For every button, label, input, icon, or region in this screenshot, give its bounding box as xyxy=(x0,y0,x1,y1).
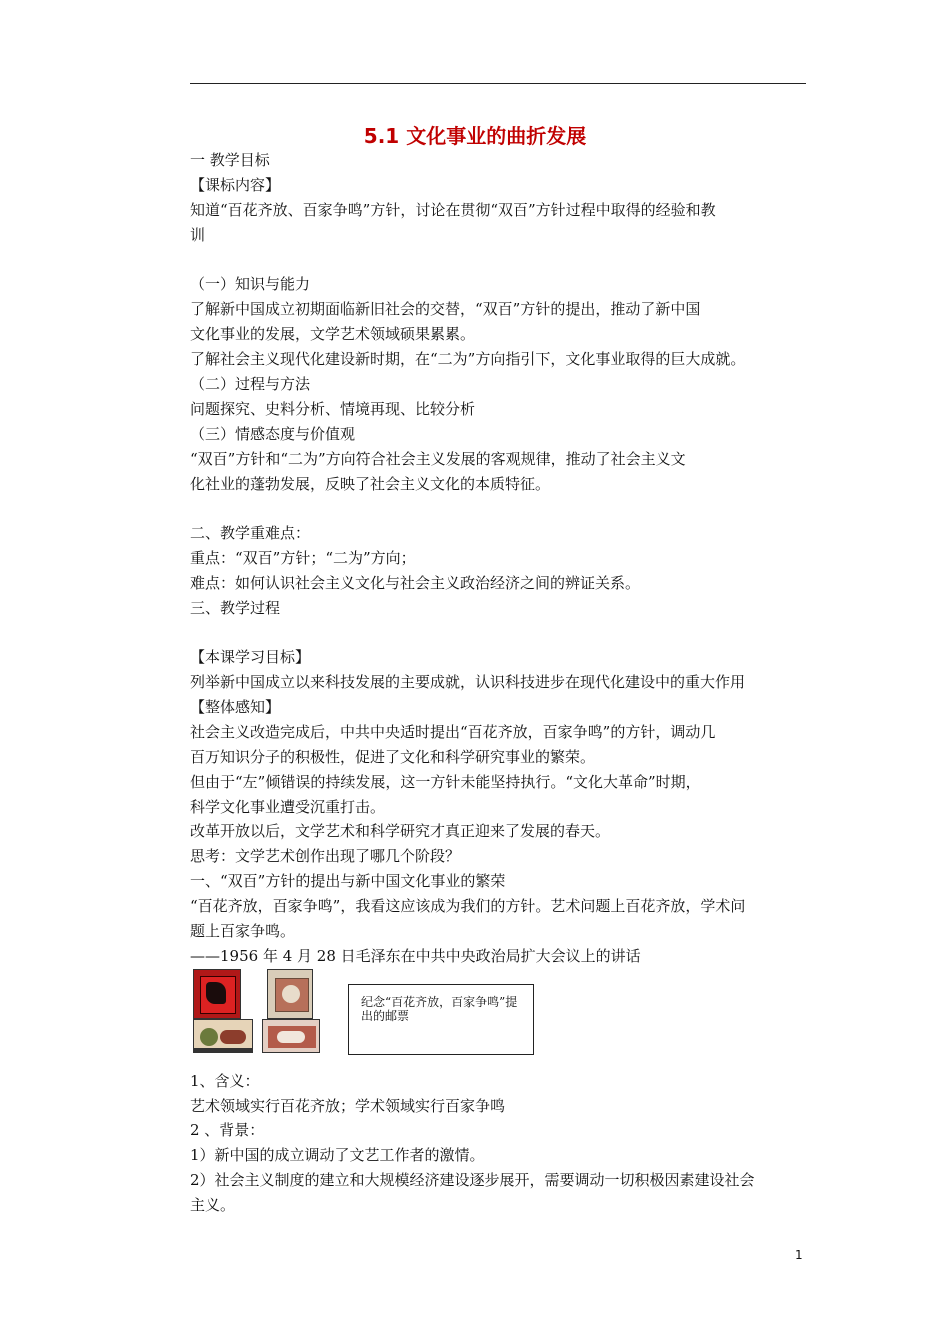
paragraph-line: 科学文化事业遭受沉重打击。 xyxy=(190,798,386,816)
stamp-caption: 纪念“百花齐放，百家争鸣”提出的邮票 xyxy=(361,995,518,1023)
paragraph-line: 问题探究、史料分析、情境再现、比较分析 xyxy=(190,400,476,418)
paragraph-line: “双百”方针和“二为”方向符合社会主义发展的客观规律，推动了社会主义文 xyxy=(190,450,686,468)
subheading: 【整体感知】 xyxy=(190,698,281,716)
subheading: （二）过程与方法 xyxy=(190,375,311,393)
paragraph-line: 重点：“双百”方针；“二为”方向； xyxy=(190,549,416,567)
section-heading: 三、教学过程 xyxy=(190,599,281,617)
section-heading: 一 教学目标 xyxy=(190,151,270,169)
page-number: 1 xyxy=(795,1248,803,1262)
paragraph-line: 百万知识分子的积极性，促进了文化和科学研究事业的繁荣。 xyxy=(190,748,596,766)
subheading: （一）知识与能力 xyxy=(190,275,311,293)
paragraph-line: 化社业的蓬勃发展，反映了社会主义文化的本质特征。 xyxy=(190,475,551,493)
section-heading: 二、教学重难点： xyxy=(190,524,311,542)
header-rule xyxy=(190,83,806,84)
paragraph-line: 思考：文学艺术创作出现了哪几个阶段？ xyxy=(190,847,461,865)
paragraph-line: 了解新中国成立初期面临新旧社会的交替，“双百”方针的提出，推动了新中国 xyxy=(190,300,701,318)
subheading: （三）情感态度与价值观 xyxy=(190,425,356,443)
subheading: 1、含义： xyxy=(190,1072,260,1090)
page-title: 5.1 文化事业的曲折发展 xyxy=(363,124,587,148)
subheading: 【课标内容】 xyxy=(190,176,281,194)
stamp-caption-box xyxy=(348,984,534,1055)
paragraph-line: 改革开放以后，文学艺术和科学研究才真正迎来了发展的春天。 xyxy=(190,822,611,840)
paragraph-line: 社会主义改造完成后，中共中央适时提出“百花齐放，百家争鸣”的方针，调动几 xyxy=(190,723,716,741)
paragraph-line: 知道“百花齐放、百家争鸣”方针，讨论在贯彻“双百”方针过程中取得的经验和教 xyxy=(190,201,716,219)
paragraph-line: 列举新中国成立以来科技发展的主要成就，认识科技进步在现代化建设中的重大作用 xyxy=(190,673,746,691)
paragraph-line: 训 xyxy=(190,226,206,244)
paragraph-line: 文化事业的发展，文学艺术领域硕果累累。 xyxy=(190,325,476,343)
paragraph-line: 主义。 xyxy=(190,1196,236,1214)
paragraph-line: 1）新中国的成立调动了文艺工作者的激情。 xyxy=(190,1146,485,1164)
subheading: 2 、背景： xyxy=(190,1121,265,1139)
quote-source: ——1956 年 4 月 28 日毛泽东在中共中央政治局扩大会议上的讲话 xyxy=(190,947,641,965)
subheading: 【本课学习目标】 xyxy=(190,648,311,666)
section-heading: 一、“双百”方针的提出与新中国文化事业的繁荣 xyxy=(190,872,506,890)
paragraph-line: 但由于“左”倾错误的持续发展，这一方针未能坚持执行。“文化大革命”时期， xyxy=(190,773,701,791)
paragraph-line: 艺术领域实行百花齐放；学术领域实行百家争鸣 xyxy=(190,1097,506,1115)
quote-line: 题上百家争鸣。 xyxy=(190,922,296,940)
quote-line: “百花齐放，百家争鸣”，我看这应该成为我们的方针。艺术问题上百花齐放，学术问 xyxy=(190,897,746,915)
stamp-image-2 xyxy=(267,969,313,1019)
stamp-image-1 xyxy=(193,969,241,1019)
paragraph-line: 了解社会主义现代化建设新时期，在“二为”方向指引下，文化事业取得的巨大成就。 xyxy=(190,350,746,368)
stamp-image-4 xyxy=(262,1019,320,1053)
paragraph-line: 难点：如何认识社会主义文化与社会主义政治经济之间的辨证关系。 xyxy=(190,574,641,592)
paragraph-line: 2）社会主义制度的建立和大规模经济建设逐步展开，需要调动一切积极因素建设社会 xyxy=(190,1171,755,1189)
stamp-image-3 xyxy=(193,1019,253,1053)
